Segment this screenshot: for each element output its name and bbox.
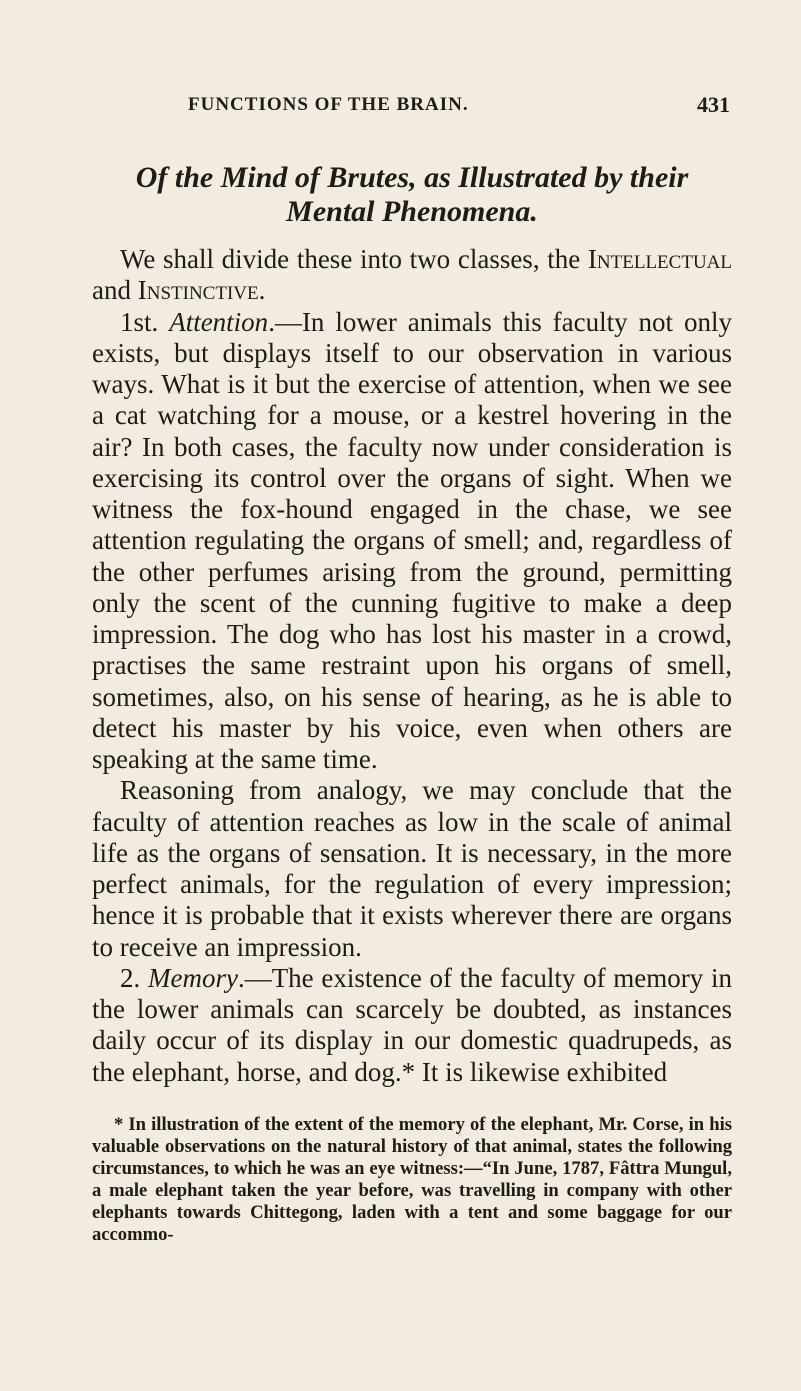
intro-text-before: We shall divide these into two classes, the [120,244,588,274]
page-number: 431 [697,92,730,117]
instinctive-label: Instinctive [137,275,259,306]
attention-title: Attention [169,306,269,337]
chapter-title: Of the Mind of Brutes, as Illustrated by their Mental Phenomena. [135,161,689,228]
memory-paragraph [92,963,732,1088]
memory-title: Memory [147,962,238,993]
intro-text-after: . [258,275,266,306]
memory-text: .—The existence of the faculty of memory in the lower animals can scarcely be doubted, as instances daily occur of its display in our domestic quadrupeds, as the elephant, horse, and dog.* It is likewise exhibited [92,962,732,1087]
attention-text: .—In lower animals this faculty not only exists, but displays itself to our observation in various ways. What is it but the exercise of attention, when we see a cat watching for a mouse, or a kestrel hovering in the air? In both cases, the faculty now under consideration is exercising its control over the organs of sight. When we witness the fox-hound engaged in the chase, we see attention regulating the organs of smell; and, regardless of the other perfumes arising from the ground, permitting only the scent of the cunning fugitive to make a deep impression. The dog who has lost his master in a crowd, practises the same restraint upon his organs of smell, sometimes, also, on his sense of hearing, as he is able to detect his master by his voice, even when others are speaking at the same time. [92,306,732,774]
reasoning-paragraph: Reasoning from analogy, we may conclude that the faculty of attention reaches as low in the scale of animal life as the organs of sensation. It is necessary, in the more perfect animals, for the regulation of every impression; hence it is probable that it exists wherever there are organs to receive an impression. [92,775,732,962]
memory-number: 2. [120,962,148,993]
intro-paragraph [92,244,732,307]
intro-text-and: and [92,275,138,306]
attention-paragraph [92,307,732,776]
footnote [92,1114,732,1246]
intellectual-label: Intellectual [587,244,732,274]
main-text [92,244,732,1088]
attention-number: 1st. [120,306,170,337]
footnote-text: * In illustration of the extent of the memory of the elephant, Mr. Corse, in his valuable observations on the natural history of that animal, states the following circumstances, to which he was an eye witness:—“In June, 1787, Fâttra Mungul, a male elephant taken the year before, was travelling in company with other elephants towards Chittegong, laden with a tent and some baggage for our accommo- [92,1114,732,1245]
running-head: FUNCTIONS OF THE BRAIN. [188,94,469,115]
